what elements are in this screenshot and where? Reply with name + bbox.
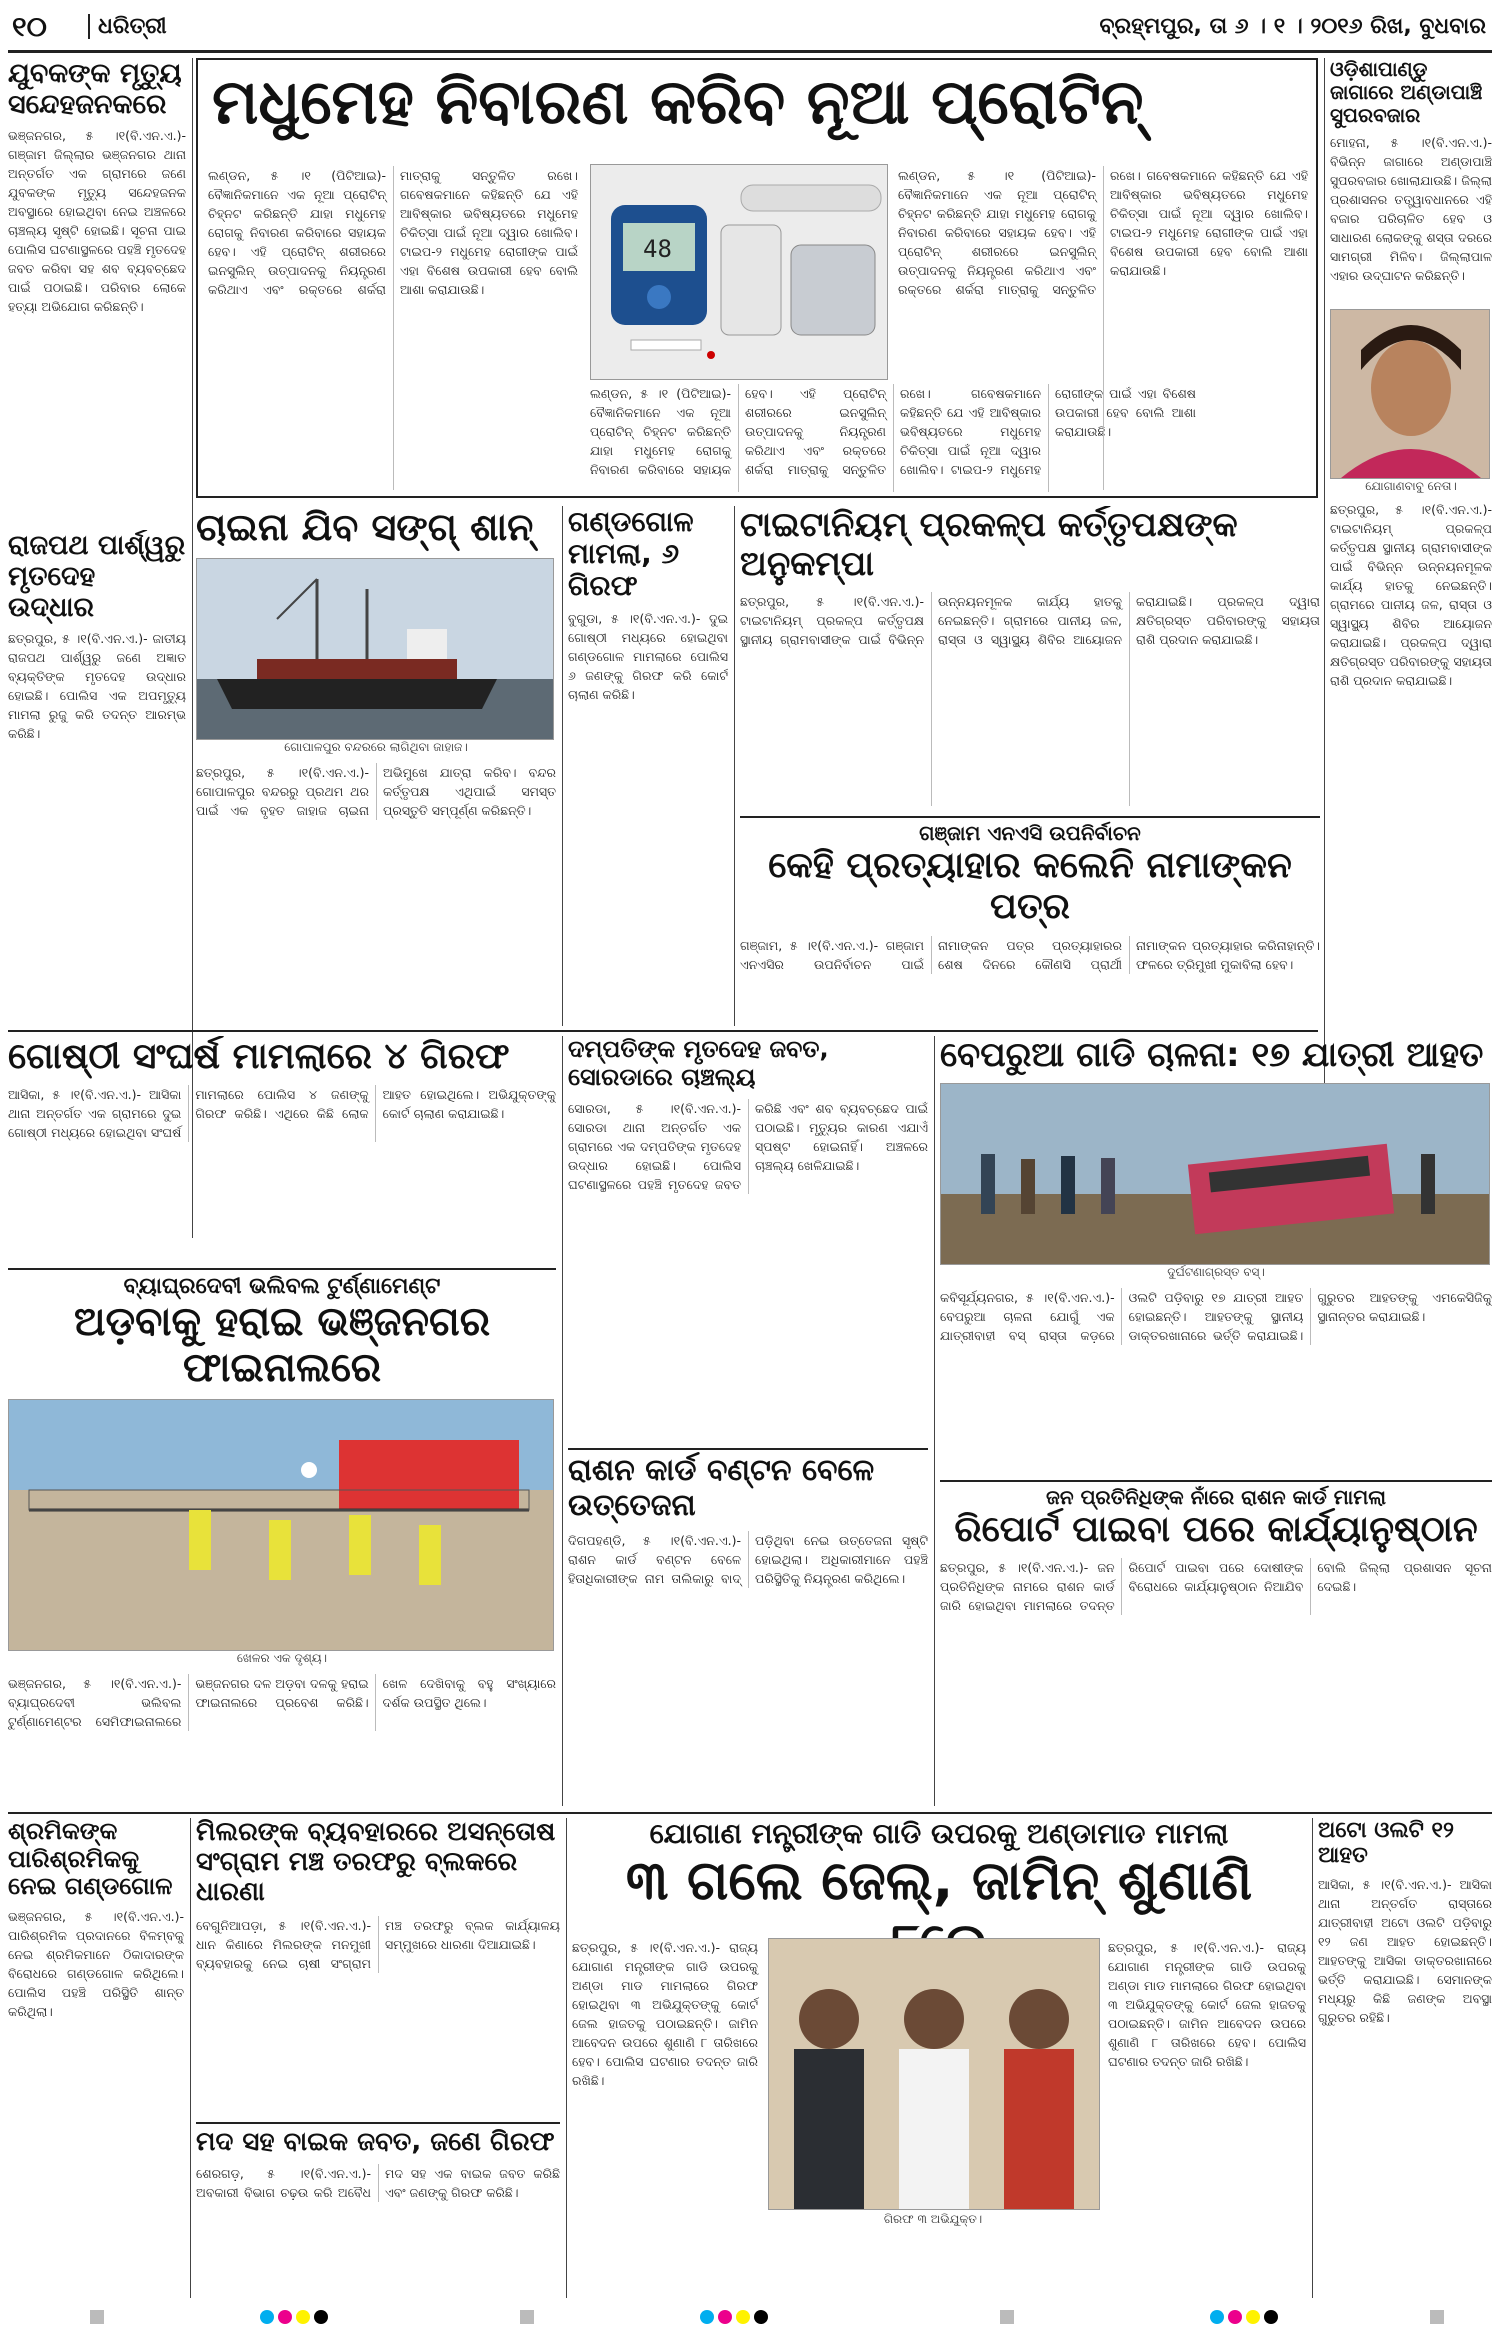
article-body: ଲଣ୍ଡନ, ୫ ।୧ (ପିଟିଆଇ)- ବୈଜ୍ଞାନିକମାନେ ଏକ ନୂଆ ପ୍ରୋଟିନ୍ ଚିହ୍ନଟ କରିଛନ୍ତି ଯାହା ମଧୁମେହ ରୋଗକୁ ନିବାରଣ କରିବାରେ ସହାୟକ ହେବ। ଏହି ପ୍ରୋଟିନ୍ ଶରୀରରେ ଇନସୁଲିନ୍ ଉତ୍ପାଦନକୁ ନିୟନ୍ତ୍ରଣ କରିଥାଏ ଏବଂ ରକ୍ତରେ ଶର୍କରା ମାତ୍ରାକୁ ସନ୍ତୁଳିତ ରଖେ। ଗବେଷକମାନେ କହିଛନ୍ତି ଯେ ଏହି ଆବିଷ୍କାର ଭବିଷ୍ୟତରେ ମଧୁମେହ ଚିକିତ୍ସା ପାଇଁ ନୂଆ ଦ୍ୱାର ଖୋଲିବ। ଟାଇପ-୨ ମଧୁମେହ ରୋଗୀଙ୍କ ପାଇଁ ଏହା ବିଶେଷ ଉପକାରୀ ହେବ ବୋଲି ଆଶା କରାଯାଉଛି। — [208, 168, 578, 297]
article-body-recovered — [8, 530, 186, 760]
svg-text:48: 48 — [643, 235, 672, 263]
page-number: ୧୦ — [12, 10, 47, 43]
headline: ଟାଇଟାନିୟମ୍ ପ୍ରକଳ୍ପ କର୍ତ୍ତୃପକ୍ଷଙ୍କ ଅନୁକମ୍ପା — [740, 506, 1238, 585]
article-auto — [1318, 1818, 1492, 2298]
article-minister — [572, 1818, 1306, 2298]
column-rule — [1312, 1818, 1313, 2298]
article-body: ଗଞ୍ଜାମ, ୫ ।୧(ବି.ଏନ.ଏ.)- ଗଞ୍ଜାମ ଏନଏସିର ଉପନିର୍ବାଚନ ପାଇଁ ନାମାଙ୍କନ ପତ୍ର ପ୍ରତ୍ୟାହାରର ଶେଷ ଦିନରେ କୌଣସି ପ୍ରାର୍ଥୀ ନାମାଙ୍କନ ପ୍ରତ୍ୟାହାର କରିନାହାନ୍ତି। ଫଳରେ ତ୍ରିମୁଖୀ ମୁକାବିଲା ହେବ। — [740, 937, 1320, 972]
column-rule — [562, 506, 563, 1026]
article-clash-arrest — [568, 506, 728, 1026]
headline: ଶ୍ରମିକଙ୍କ ପାରିଶ୍ରମିକକୁ ନେଇ ଗଣ୍ଡଗୋଳ — [8, 1818, 173, 1901]
registration-marks-left — [90, 2309, 104, 2327]
article-body-cont: ଲଣ୍ଡନ, ୫ ।୧ (ପିଟିଆଇ)- ବୈଜ୍ଞାନିକମାନେ ଏକ ନୂଆ ପ୍ରୋଟିନ୍ ଚିହ୍ନଟ କରିଛନ୍ତି ଯାହା ମଧୁମେହ ରୋଗକୁ ନିବାରଣ କରିବାରେ ସହାୟକ ହେବ। ଏହି ପ୍ରୋଟିନ୍ ଶରୀରରେ ଇନସୁଲିନ୍ ଉତ୍ପାଦନକୁ ନିୟନ୍ତ୍ରଣ କରିଥାଏ ଏବଂ ରକ୍ତରେ ଶର୍କରା ମାତ୍ରାକୁ ସନ୍ତୁଳିତ ରଖେ। ଗବେଷକମାନେ କହିଛନ୍ତି ଯେ ଏହି ଆବିଷ୍କାର ଭବିଷ୍ୟତରେ ମଧୁମେହ ଚିକିତ୍ସା ପାଇଁ ନୂଆ ଦ୍ୱାର ଖୋଲିବ। ଟାଇପ-୨ ମଧୁମେହ ରୋଗୀଙ୍କ ପାଇଁ ଏହା ବିଶେଷ ଉପକାରୀ ହେବ ବୋଲି ଆଶା କରାଯାଉଛି। — [590, 386, 1196, 477]
article-body: ଆସିକା, ୫ ।୧(ବି.ଏନ.ଏ.)- ଆସିକା ଥାନା ଅନ୍ତର୍ଗତ ଏକ ଗ୍ରାମରେ ଦୁଇ ଗୋଷ୍ଠୀ ମଧ୍ୟରେ ହୋଇଥିବା ସଂଘର୍ଷ ମାମଲାରେ ପୋଲିସ ୪ ଜଣଙ୍କୁ ଗିରଫ କରିଛି। ଏଥିରେ କିଛି ଲୋକ ଆହତ ହୋଇଥିଲେ। ଅଭିଯୁକ୍ତଙ୍କୁ କୋର୍ଟ ଚାଲାଣ କରାଯାଇଛି। — [8, 1087, 556, 1141]
cyan-dot — [1210, 2310, 1224, 2324]
article-couple-bodies — [568, 1036, 928, 1446]
article-body: କବିସୂର୍ଯ୍ୟନଗର, ୫ ।୧(ବି.ଏନ.ଏ.)- ବେପରୁଆ ଚାଳନା ଯୋଗୁଁ ଏକ ଯାତ୍ରୀବାହୀ ବସ୍ ରାସ୍ତା କଡ଼ରେ ଓଲଟି ପଡ଼ିବାରୁ ୧୭ ଯାତ୍ରୀ ଆହତ ହୋଇଛନ୍ତି। ଆହତଙ୍କୁ ସ୍ଥାନୀୟ ଡାକ୍ତରଖାନାରେ ଭର୍ତ୍ତି କରାଯାଇଛି। ଗୁରୁତର ଆହତଙ୍କୁ ଏମକେସିଜିକୁ ସ୍ଥାନାନ୍ତର କରାଯାଇଛି। — [940, 1290, 1492, 1344]
yellow-dot — [736, 2310, 750, 2324]
section-name: ଧରିତ୍ରୀ — [88, 14, 167, 39]
headline: ମଦ ସହ ବାଇକ ଜବତ, ଜଣେ ଗିରଫ — [196, 2127, 555, 2157]
article-body: ଛତ୍ରପୁର, ୫ ।୧(ବି.ଏନ.ଏ.)- ଜନ ପ୍ରତିନିଧିଙ୍କ ନାମରେ ରାଶନ କାର୍ଡ ଜାରି ହୋଇଥିବା ମାମଲାରେ ତଦନ୍ତ ରିପୋର୍ଟ ପାଇବା ପରେ ଦୋଷୀଙ୍କ ବିରୋଧରେ କାର୍ଯ୍ୟାନୁଷ୍ଠାନ ନିଆଯିବ ବୋଲି ଜିଲ୍ଲା ପ୍ରଶାସନ ସୂଚନା ଦେଇଛି। — [940, 1560, 1492, 1614]
headline: ଚାଇନା ଯିବ ସଙ୍ଗ୍ ଶାନ୍ — [196, 506, 534, 549]
article-body: ବେଗୁନିଆପଡ଼ା, ୫ ।୧(ବି.ଏନ.ଏ.)- ଧାନ କିଣାରେ ମିଲରଙ୍କ ମନମୁଖୀ ବ୍ୟବହାରକୁ ନେଇ ଚାଷୀ ସଂଗ୍ରାମ ମଞ୍ଚ ତରଫରୁ ବ୍ଲକ କାର୍ଯ୍ୟାଳୟ ସମ୍ମୁଖରେ ଧାରଣା ଦିଆଯାଇଛି। — [196, 1917, 560, 1971]
column-rule — [566, 1818, 567, 2298]
yellow-dot — [1246, 2310, 1260, 2324]
cyan-dot — [700, 2310, 714, 2324]
row-rule — [8, 1812, 1492, 1814]
article-lead-diabetes — [196, 58, 1318, 498]
article-body: ଭଞ୍ଜନଗର, ୫ ।୧(ବି.ଏନ.ଏ.)- ପାରିଶ୍ରମିକ ପ୍ରଦାନରେ ବିଳମ୍ବକୁ ନେଇ ଶ୍ରମିକମାନେ ଠିକାଦାରଙ୍କ ବିରୋଧରେ ଗଣ୍ଡଗୋଳ କରିଥିଲେ। ପୋଲିସ ପହଞ୍ଚି ପରିସ୍ଥିତି ଶାନ୍ତ କରିଥିଲା। — [8, 1908, 184, 2019]
kicker: ଗଞ୍ଜାମ ଏନଏସି ଉପନିର୍ବାଚନ — [919, 821, 1141, 845]
headline: କେହି ପ୍ରତ୍ୟାହାର କଲେନି ନାମାଙ୍କନ ପତ୍ର — [768, 845, 1292, 928]
article-body-cont: ଛତ୍ରପୁର, ୫ ।୧(ବି.ଏନ.ଏ.)- ରାଜ୍ୟ ଯୋଗାଣ ମନ୍ତ୍ରୀଙ୍କ ଗାଡି ଉପରକୁ ଅଣ୍ଡା ମାଡ ମାମଲାରେ ଗିରଫ ହୋଇଥିବା ୩ ଅଭିଯୁକ୍ତଙ୍କୁ କୋର୍ଟ ଜେଲ ହାଜତକୁ ପଠାଇଛନ୍ତି। ଜାମିନ ଆବେଦନ ଉପରେ ଶୁଣାଣି ୮ ତାରିଖରେ ହେବ। ପୋଲିସ ଘଟଣାର ତଦନ୍ତ ଜାରି ରଖିଛି। — [1108, 1940, 1306, 2069]
article-body: ଶେରଗଡ଼, ୫ ।୧(ବି.ଏନ.ଏ.)- ଅବକାରୀ ବିଭାଗ ଚଢ଼ଉ କରି ଅବୈଧ ମଦ ସହ ଏକ ବାଇକ ଜବତ କରିଛି ଏବଂ ଜଣଙ୍କୁ ଗିରଫ କରିଛି। — [196, 2165, 560, 2200]
registration-marks — [1210, 2309, 1282, 2327]
magenta-dot — [718, 2310, 732, 2324]
column-rule — [934, 1036, 935, 1806]
header-rule — [8, 50, 1492, 53]
article-body: ମୋହନା, ୫ ।୧(ବି.ଏନ.ଏ.)- ବିଭିନ୍ନ ଜାଗାରେ ଅଣ୍ଡାପାଞ୍ଚି ସୁପରବଜାର ଖୋଲାଯାଉଛି। ଜିଲ୍ଲା ପ୍ରଶାସନର ତତ୍ତ୍ୱାବଧାନରେ ଏହି ବଜାର ପରିଚାଳିତ ହେବ ଓ ସାଧାରଣ ଲୋକଙ୍କୁ ଶସ୍ତା ଦରରେ ସାମଗ୍ରୀ ମିଳିବ। ଜିଲ୍ଲାପାଳ ଏହାର ଉଦ୍‌ଘାଟନ କରିଛନ୍ତି। — [1330, 135, 1492, 283]
photo-caption: ଗୋପାଳପୁର ବନ୍ଦରରେ ଲାଗିଥିବା ଜାହାଜ। — [284, 739, 468, 754]
article-body: ଭଞ୍ଜନଗର, ୫ ।୧(ବି.ଏନ.ଏ.)- ବ୍ୟାଘ୍ରଦେବୀ ଭଲିବଲ ଟୁର୍ଣ୍ଣାମେଣ୍ଟର ସେମିଫାଇନାଲରେ ଭଞ୍ଜନଗର ଦଳ ଅଡ଼ବା ଦଳକୁ ହରାଇ ଫାଇନାଲରେ ପ୍ରବେଶ କରିଛି। ଖେଳ ଦେଖିବାକୁ ବହୁ ସଂଖ୍ୟାରେ ଦର୍ଶକ ଉପସ୍ଥିତ ଥିଲେ। — [8, 1676, 556, 1730]
article-body: ଛତ୍ରପୁର, ୫ ।୧(ବି.ଏନ.ଏ.)- ରାଜ୍ୟ ଯୋଗାଣ ମନ୍ତ୍ରୀଙ୍କ ଗାଡି ଉପରକୁ ଅଣ୍ଡା ମାଡ ମାମଲାରେ ଗିରଫ ହୋଇଥିବା ୩ ଅଭିଯୁକ୍ତଙ୍କୁ କୋର୍ଟ ଜେଲ ହାଜତକୁ ପଠାଇଛନ୍ତି। ଜାମିନ ଆବେଦନ ଉପରେ ଶୁଣାଣି ୮ ତାରିଖରେ ହେବ। ପୋଲିସ ଘଟଣାର ତଦନ୍ତ ଜାରି ରଖିଛି। — [572, 1940, 758, 2088]
registration-marks — [260, 2309, 332, 2327]
photo-caption: ଯୋଗାଣବାବୁ ନେତା। — [1365, 479, 1457, 493]
glucose-meter-photo — [590, 164, 888, 380]
headline: ଯୁବକଙ୍କ ମୃତ୍ୟୁ ସନ୍ଦେହଜନକରେ — [8, 58, 182, 121]
article-liquor — [196, 2122, 560, 2298]
article-youth-death — [8, 58, 186, 528]
headline: ରିପୋର୍ଟ ପାଇବା ପରେ କାର୍ଯ୍ୟାନୁଷ୍ଠାନ — [954, 1509, 1478, 1550]
article-nac — [740, 816, 1320, 1026]
headline: ରାଶନ କାର୍ଡ ବଣ୍ଟନ ବେଳେ ଉତ୍ତେଜନା — [568, 1453, 875, 1523]
kicker: ଯୋଗାଣ ମନ୍ତ୍ରୀଙ୍କ ଗାଡି ଉପରକୁ ଅଣ୍ଡାମାଡ ମାମଲା — [649, 1818, 1229, 1850]
column-rule — [562, 1036, 563, 1806]
headline: ବେପରୁଆ ଗାଡି ଚାଳନା: ୧୭ ଯାତ୍ରୀ ଆହତ — [940, 1036, 1484, 1075]
registration-marks-right — [1430, 2309, 1444, 2327]
photo-caption: ଖେଳର ଏକ ଦୃଶ୍ୟ। — [236, 1651, 328, 1666]
article-body: ଆସିକା, ୫ ।୧(ବି.ଏନ.ଏ.)- ଆସିକା ଥାନା ଅନ୍ତର୍ଗତ ରାସ୍ତାରେ ଯାତ୍ରୀବାହୀ ଅଟୋ ଓଲଟି ପଡ଼ିବାରୁ ୧୨ ଜଣ ଆହତ ହୋଇଛନ୍ତି। ଆହତଙ୍କୁ ଆସିକା ଡାକ୍ତରଖାନାରେ ଭର୍ତ୍ତି କରାଯାଇଛି। ସେମାନଙ୍କ ମଧ୍ୟରୁ କିଛି ଜଣଙ୍କ ଅବସ୍ଥା ଗୁରୁତର ରହିଛି। — [1318, 1876, 1492, 2025]
headline: ମଧୁମେହ ନିବାରଣ କରିବ ନୂଆ ପ୍ରୋଟିନ୍ — [212, 65, 1144, 138]
article-body: ଦିଗପହଣ୍ଡି, ୫ ।୧(ବି.ଏନ.ଏ.)- ରାଶନ କାର୍ଡ ବଣ୍ଟନ ବେଳେ ହିତାଧିକାରୀଙ୍କ ନାମ ତାଲିକାରୁ ବାଦ୍ ପଡ଼ିଥିବା ନେଇ ଉତ୍ତେଜନା ସୃଷ୍ଟି ହୋଇଥିଲା। ଅଧିକାରୀମାନେ ପହଞ୍ଚି ପରିସ୍ଥିତିକୁ ନିୟନ୍ତ୍ରଣ କରିଥିଲେ। — [568, 1533, 928, 1586]
row-rule — [8, 1030, 1318, 1032]
black-dot — [1264, 2310, 1278, 2324]
accused-photo — [768, 1938, 1100, 2210]
headline: ୩ ଗଲେ ଜେଲ୍, ଜାମିନ୍ ଶୁଣାଣି — [625, 1849, 1253, 1913]
article-volleyball — [8, 1268, 556, 1808]
headline: ଅଟୋ ଓଲଟି ୧୨ ଆହତ — [1318, 1818, 1454, 1869]
article-titanium — [740, 506, 1320, 806]
registration-marks — [1000, 2309, 1014, 2327]
volleyball-photo — [8, 1399, 554, 1651]
article-bus-accident — [940, 1036, 1492, 1476]
headline: ଗଣ୍ଡଗୋଳ ମାମଲା, ୬ ଗିରଫ — [568, 506, 694, 603]
article-workers — [8, 1818, 184, 2298]
kicker: ଜନ ପ୍ରତିନିଧିଙ୍କ ନାଁରେ ରାଶନ କାର୍ଡ ମାମଲା — [1046, 1485, 1386, 1509]
column-rule — [734, 506, 735, 1026]
ship-photo — [196, 558, 554, 740]
registration-swatch — [520, 2310, 534, 2324]
article-body-cont: ଛତ୍ରପୁର, ୫ ।୧(ବି.ଏନ.ଏ.)- ଟାଇଟାନିୟମ୍ ପ୍ରକଳ୍ପ କର୍ତ୍ତୃପକ୍ଷ ସ୍ଥାନୀୟ ଗ୍ରାମବାସୀଙ୍କ ପାଇଁ ବିଭିନ୍ନ ଉନ୍ନୟନମୂଳକ କାର୍ଯ୍ୟ ହାତକୁ ନେଇଛନ୍ତି। ଗ୍ରାମରେ ପାନୀୟ ଜଳ, ରାସ୍ତା ଓ ସ୍ୱାସ୍ଥ୍ୟ ଶିବିର ଆୟୋଜନ କରାଯାଇଛି। ପ୍ରକଳ୍ପ ଦ୍ୱାରା କ୍ଷତିଗ୍ରସ୍ତ ପରିବାରଙ୍କୁ ସହାୟତା ରାଶି ପ୍ରଦାନ କରାଯାଇଛି। — [1330, 502, 1492, 688]
black-dot — [754, 2310, 768, 2324]
dateline: ବ୍ରହ୍ମପୁର, ତା ୬ । ୧ । ୨୦୧୬ ରିଖ, ବୁଧବାର — [1099, 14, 1486, 39]
headline: ଅଡ଼ବାକୁ ହରାଇ ଭଞ୍ଜନଗର ଫାଇନାଲରେ — [73, 1299, 491, 1392]
headline: ମିଲରଙ୍କ ବ୍ୟବହାରରେ ଅସନ୍ତୋଷ ସଂଗ୍ରାମ ମଞ୍ଚ ତରଫରୁ ବ୍ଲକରେ ଧାରଣା — [196, 1818, 556, 1907]
magenta-dot — [278, 2310, 292, 2324]
photo-caption: ଦୁର୍ଘଟଣାଗ୍ରସ୍ତ ବସ୍। — [1167, 1265, 1265, 1280]
article-china-ship — [196, 506, 556, 1026]
black-dot — [314, 2310, 328, 2324]
kicker: ବ୍ୟାଘ୍ରଦେବୀ ଭଲିବଲ ଟୁର୍ଣ୍ଣାମେଣ୍ଟ — [123, 1274, 441, 1299]
headline: ଓଡ଼ିଶାପାଣ୍ଡୁ ଜାଗାରେ ଅଣ୍ଡାପାଞ୍ଚି ସୁପରବଜାର — [1330, 58, 1483, 127]
registration-swatch — [1000, 2310, 1014, 2324]
article-ration-tension — [568, 1448, 928, 1808]
article-ration-report — [940, 1480, 1492, 1808]
headline: ଗୋଷ୍ଠୀ ସଂଘର୍ଷ ମାମଲାରେ ୪ ଗିରଫ — [8, 1036, 510, 1077]
portrait-photo — [1330, 309, 1490, 479]
registration-marks — [700, 2309, 772, 2327]
page-header — [0, 0, 1500, 52]
article-body: ଛତ୍ରପୁର, ୫ ।୧(ବି.ଏନ.ଏ.)- ଟାଇଟାନିୟମ୍ ପ୍ରକଳ୍ପ କର୍ତ୍ତୃପକ୍ଷ ସ୍ଥାନୀୟ ଗ୍ରାମବାସୀଙ୍କ ପାଇଁ ବିଭିନ୍ନ ଉନ୍ନୟନମୂଳକ କାର୍ଯ୍ୟ ହାତକୁ ନେଇଛନ୍ତି। ଗ୍ରାମରେ ପାନୀୟ ଜଳ, ରାସ୍ତା ଓ ସ୍ୱାସ୍ଥ୍ୟ ଶିବିର ଆୟୋଜନ କରାଯାଇଛି। ପ୍ରକଳ୍ପ ଦ୍ୱାରା କ୍ଷତିଗ୍ରସ୍ତ ପରିବାରଙ୍କୁ ସହାୟତା ରାଶି ପ୍ରଦାନ କରାଯାଇଛି। — [740, 594, 1320, 648]
article-dharana — [196, 1818, 560, 2118]
photo-caption: ଗିରଫ ୩ ଅଭିଯୁକ୍ତ। — [883, 2212, 983, 2226]
yellow-dot — [296, 2310, 310, 2324]
article-body-cont2: ଲଣ୍ଡନ, ୫ ।୧ (ପିଟିଆଇ)- ବୈଜ୍ଞାନିକମାନେ ଏକ ନୂଆ ପ୍ରୋଟିନ୍ ଚିହ୍ନଟ କରିଛନ୍ତି ଯାହା ମଧୁମେହ ରୋଗକୁ ନିବାରଣ କରିବାରେ ସହାୟକ ହେବ। ଏହି ପ୍ରୋଟିନ୍ ଶରୀରରେ ଇନସୁଲିନ୍ ଉତ୍ପାଦନକୁ ନିୟନ୍ତ୍ରଣ କରିଥାଏ ଏବଂ ରକ୍ତରେ ଶର୍କରା ମାତ୍ରାକୁ ସନ୍ତୁଳିତ ରଖେ। ଗବେଷକମାନେ କହିଛନ୍ତି ଯେ ଏହି ଆବିଷ୍କାର ଭବିଷ୍ୟତରେ ମଧୁମେହ ଚିକିତ୍ସା ପାଇଁ ନୂଆ ଦ୍ୱାର ଖୋଲିବ। ଟାଇପ-୨ ମଧୁମେହ ରୋଗୀଙ୍କ ପାଇଁ ଏହା ବିଶେଷ ଉପକାରୀ ହେବ ବୋଲି ଆଶା କରାଯାଉଛି। — [898, 168, 1308, 297]
article-body: ବୁଗୁଡା, ୫ ।୧(ବି.ଏନ.ଏ.)- ଦୁଇ ଗୋଷ୍ଠୀ ମଧ୍ୟରେ ହୋଇଥିବା ଗଣ୍ଡଗୋଳ ମାମଲାରେ ପୋଲିସ ୬ ଜଣଙ୍କୁ ଗିରଫ କରି କୋର୍ଟ ଚାଲାଣ କରିଛି। — [568, 610, 728, 702]
article-body: ଛତ୍ରପୁର, ୫ ।୧(ବି.ଏନ.ଏ.)- ଜାତୀୟ ରାଜପଥ ପାର୍ଶ୍ୱରୁ ଜଣେ ଅଜ୍ଞାତ ବ୍ୟକ୍ତିଙ୍କ ମୃତଦେହ ଉଦ୍ଧାର ହୋଇଛି। ପୋଲିସ ଏକ ଅପମୃତ୍ୟୁ ମାମଲା ରୁଜୁ କରି ତଦନ୍ତ ଆରମ୍ଭ କରିଛି। — [8, 631, 186, 742]
magenta-dot — [1228, 2310, 1242, 2324]
bus-accident-photo — [940, 1083, 1490, 1265]
cyan-dot — [260, 2310, 274, 2324]
registration-swatch — [90, 2310, 104, 2324]
article-group-clash — [8, 1036, 556, 1266]
article-body: ସୋରଡା, ୫ ।୧(ବି.ଏନ.ଏ.)- ସୋରଡା ଥାନା ଅନ୍ତର୍ଗତ ଏକ ଗ୍ରାମରେ ଏକ ଦମ୍ପତିଙ୍କ ମୃତଦେହ ଉଦ୍ଧାର ହୋଇଛି। ପୋଲିସ ଘଟଣାସ୍ଥଳରେ ପହଞ୍ଚି ମୃତଦେହ ଜବତ କରିଛି ଏବଂ ଶବ ବ୍ୟବଚ୍ଛେଦ ପାଇଁ ପଠାଇଛି। ମୃତ୍ୟୁର କାରଣ ଏଯାଏଁ ସ୍ପଷ୍ଟ ହୋଇନାହିଁ। ଅଞ୍ଚଳରେ ଚାଞ୍ଚଲ୍ୟ ଖେଳିଯାଇଛି। — [568, 1101, 928, 1193]
article-body: ଛତ୍ରପୁର, ୫ ।୧(ବି.ଏନ.ଏ.)- ଗୋପାଳପୁର ବନ୍ଦରରୁ ପ୍ରଥମ ଥର ପାଇଁ ଏକ ବୃହତ ଜାହାଜ ଚାଇନା ଅଭିମୁଖେ ଯାତ୍ରା କରିବ। ବନ୍ଦର କର୍ତ୍ତୃପକ୍ଷ ଏଥିପାଇଁ ସମସ୍ତ ପ୍ରସ୍ତୁତି ସମ୍ପୂର୍ଣ୍ଣ କରିଛନ୍ତି। — [196, 764, 556, 818]
column-rule — [190, 1818, 191, 2298]
headline: ରାଜପଥ ପାର୍ଶ୍ୱରୁ ମୃତଦେହ ଉଦ୍ଧାର — [8, 530, 186, 624]
headline: ଦମ୍ପତିଙ୍କ ମୃତଦେହ ଜବତ, ସୋରଡାରେ ଚାଞ୍ଚଲ୍ୟ — [568, 1036, 829, 1091]
article-body: ଭଞ୍ଜନଗର, ୫ ।୧(ବି.ଏନ.ଏ.)- ଗଞ୍ଜାମ ଜିଲ୍ଲାର ଭଞ୍ଜନଗର ଥାନା ଅନ୍ତର୍ଗତ ଏକ ଗ୍ରାମରେ ଜଣେ ଯୁବକଙ୍କ ମୃତ୍ୟୁ ସନ୍ଦେହଜନକ ଅବସ୍ଥାରେ ହୋଇଥିବା ନେଇ ଅଞ୍ଚଳରେ ଚାଞ୍ଚଲ୍ୟ ସୃଷ୍ଟି ହୋଇଛି। ସୂଚନା ପାଇ ପୋଲିସ ଘଟଣାସ୍ଥଳରେ ପହଞ୍ଚି ମୃତଦେହ ଜବତ କରିବା ସହ ଶବ ବ୍ୟବଚ୍ଛେଦ ପାଇଁ ପଠାଇଛି। ପରିବାର ଲୋକେ ହତ୍ୟା ଅଭିଯୋଗ କରିଛନ୍ତି। — [8, 128, 186, 315]
registration-swatch — [1430, 2310, 1444, 2324]
registration-marks — [520, 2309, 534, 2327]
